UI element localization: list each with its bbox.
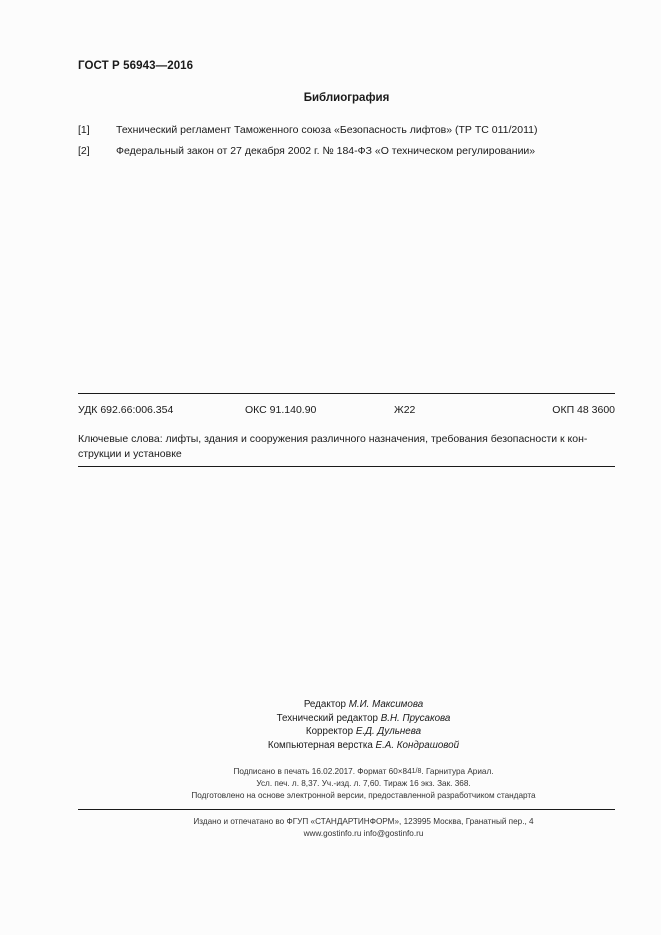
oks-code: ОКС 91.140.90 bbox=[245, 404, 317, 416]
print-info-text: Подписано в печать 16.02.2017. Формат 60×84 bbox=[233, 767, 412, 776]
divider-bottom bbox=[78, 466, 615, 467]
prepared-note: Подготовлено на основе электронной версии, предоставленной разработчиком стандарта bbox=[191, 791, 536, 800]
publisher-info bbox=[78, 816, 615, 840]
bibliography-item bbox=[78, 124, 615, 136]
divider-footer bbox=[78, 809, 615, 810]
credit-role: Корректор bbox=[305, 726, 354, 737]
bibliography-item-number: [1] bbox=[78, 124, 90, 136]
bibliography-item-text: Федеральный закон от 27 декабря 2002 г. № 184-ФЗ «О техническом регулировании» bbox=[116, 145, 536, 157]
keywords-line-1: Ключевые слова: лифты, здания и сооружения различного назначения, требования безопасности к кон- bbox=[78, 433, 588, 445]
credit-name: М.И. Максимова bbox=[348, 699, 424, 710]
credit-tech-editor bbox=[112, 712, 615, 726]
keywords-line-2: струкции и установке bbox=[78, 448, 182, 460]
publisher-line-1: Издано и отпечатано во ФГУП «СТАНДАРТИНФОРМ», 123995 Москва, Гранатный пер., 4 bbox=[193, 817, 534, 826]
print-info-line-2: Усл. печ. л. 8,37. Уч.-изд. л. 7,60. Тираж 16 экз. Зак. 368. bbox=[256, 779, 471, 788]
print-info-line-1 bbox=[112, 766, 615, 778]
print-info-text: . Гарнитура Ариал. bbox=[421, 767, 494, 776]
credit-role: Редактор bbox=[303, 699, 346, 710]
credit-name: В.Н. Прусакова bbox=[380, 712, 451, 724]
divider-top bbox=[78, 393, 615, 394]
credit-role: Компьютерная верстка bbox=[267, 739, 373, 751]
group-code: Ж22 bbox=[394, 404, 416, 416]
format-fraction: 1/8 bbox=[411, 768, 422, 775]
bibliography-item-number: [2] bbox=[78, 145, 90, 157]
credit-editor bbox=[112, 698, 615, 712]
credit-name: Е.Д. Дульнева bbox=[355, 726, 422, 737]
document-code: ГОСТ Р 56943—2016 bbox=[78, 60, 194, 72]
credit-layout bbox=[112, 739, 615, 753]
udk-code: УДК 692.66:006.354 bbox=[78, 404, 174, 416]
credit-role: Технический редактор bbox=[276, 712, 378, 724]
bibliography-item-text: Технический регламент Таможенного союза «Безопасность лифтов» (ТР ТС 011/2011) bbox=[116, 124, 538, 136]
credit-name: Е.А. Кондрашовой bbox=[375, 739, 460, 751]
keywords bbox=[78, 432, 615, 462]
publisher-links: www.gostinfo.ru info@gostinfo.ru bbox=[303, 829, 424, 838]
print-info bbox=[78, 766, 615, 790]
bibliography-title: Библиография bbox=[303, 92, 390, 104]
credits-block bbox=[78, 698, 615, 752]
bibliography-item bbox=[78, 145, 615, 157]
credit-proofreader bbox=[112, 725, 615, 739]
okp-code: ОКП 48 3600 bbox=[552, 404, 615, 416]
